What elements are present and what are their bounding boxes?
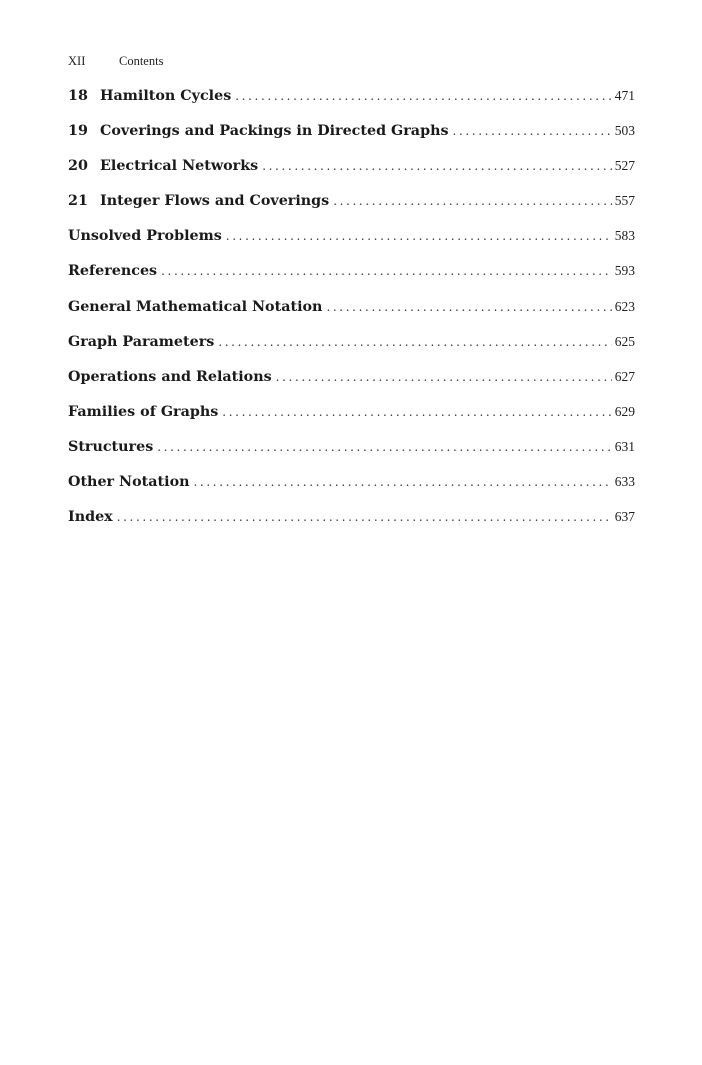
toc-title: General Mathematical Notation	[68, 298, 323, 315]
toc-entry-integer-flows[interactable]	[68, 191, 635, 226]
toc-title: Index	[68, 509, 113, 526]
toc-entry-other-notation[interactable]	[68, 472, 635, 507]
toc-page-number: 631	[614, 438, 635, 454]
toc-entry-hamilton-cycles[interactable]	[68, 86, 635, 121]
toc-title: Unsolved Problems	[68, 228, 222, 245]
toc-title: Electrical Networks	[100, 158, 259, 175]
toc-entry-graph-parameters[interactable]	[68, 332, 635, 367]
toc-page-number: 503	[614, 123, 635, 139]
toc-title: Other Notation	[68, 474, 190, 491]
toc-page-number: 637	[614, 509, 635, 525]
toc-dot-leader	[326, 297, 611, 317]
running-head-page-number: XII	[68, 54, 86, 68]
toc-page-number: 593	[614, 263, 635, 279]
toc-page-number: 527	[614, 158, 635, 174]
toc-page-number: 633	[614, 474, 635, 490]
toc-dot-leader	[262, 156, 612, 176]
toc-entry-electrical-networks[interactable]	[68, 156, 635, 191]
toc-dot-leader	[333, 191, 612, 211]
toc-chapter-number: 20	[68, 158, 88, 175]
toc-entry-unsolved-problems[interactable]	[68, 226, 635, 261]
toc-title: Families of Graphs	[68, 403, 219, 420]
toc-page-number: 625	[614, 333, 635, 349]
toc-page-number: 623	[614, 298, 635, 314]
toc-entry-index[interactable]	[68, 507, 635, 542]
toc-dot-leader	[276, 367, 612, 387]
toc-page-number: 583	[614, 228, 635, 244]
toc-title: Graph Parameters	[68, 333, 215, 350]
toc-page-number: 629	[614, 403, 635, 419]
toc-dot-leader	[157, 437, 612, 457]
toc-entry-operations-relations[interactable]	[68, 367, 635, 402]
toc-title: Structures	[68, 438, 154, 455]
toc-dot-leader	[453, 121, 612, 141]
toc-title: Hamilton Cycles	[100, 88, 232, 104]
table-of-contents	[68, 86, 635, 542]
toc-title: Integer Flows and Coverings	[100, 193, 330, 210]
running-head-section: Contents	[119, 54, 164, 68]
toc-dot-leader	[161, 261, 612, 281]
toc-dot-leader	[226, 226, 612, 246]
toc-entry-general-notation[interactable]	[68, 297, 635, 332]
running-head	[68, 54, 163, 69]
toc-page-number: 627	[614, 368, 635, 384]
toc-dot-leader	[235, 86, 612, 106]
toc-chapter-number: 18	[68, 88, 88, 104]
toc-dot-leader	[117, 507, 612, 527]
toc-entry-references[interactable]	[68, 261, 635, 296]
toc-chapter-number: 21	[68, 193, 88, 210]
toc-title: Coverings and Packings in Directed Graphs	[100, 123, 449, 140]
toc-dot-leader	[194, 472, 612, 492]
toc-entry-families-of-graphs[interactable]	[68, 402, 635, 437]
toc-chapter-number: 19	[68, 123, 88, 140]
toc-title: References	[68, 263, 158, 280]
toc-title: Operations and Relations	[68, 368, 272, 385]
toc-page-number: 471	[614, 88, 635, 103]
toc-entry-coverings-packings[interactable]	[68, 121, 635, 156]
toc-page-number: 557	[614, 193, 635, 209]
toc-entry-structures[interactable]	[68, 437, 635, 472]
toc-dot-leader	[222, 402, 611, 422]
toc-dot-leader	[218, 332, 611, 352]
